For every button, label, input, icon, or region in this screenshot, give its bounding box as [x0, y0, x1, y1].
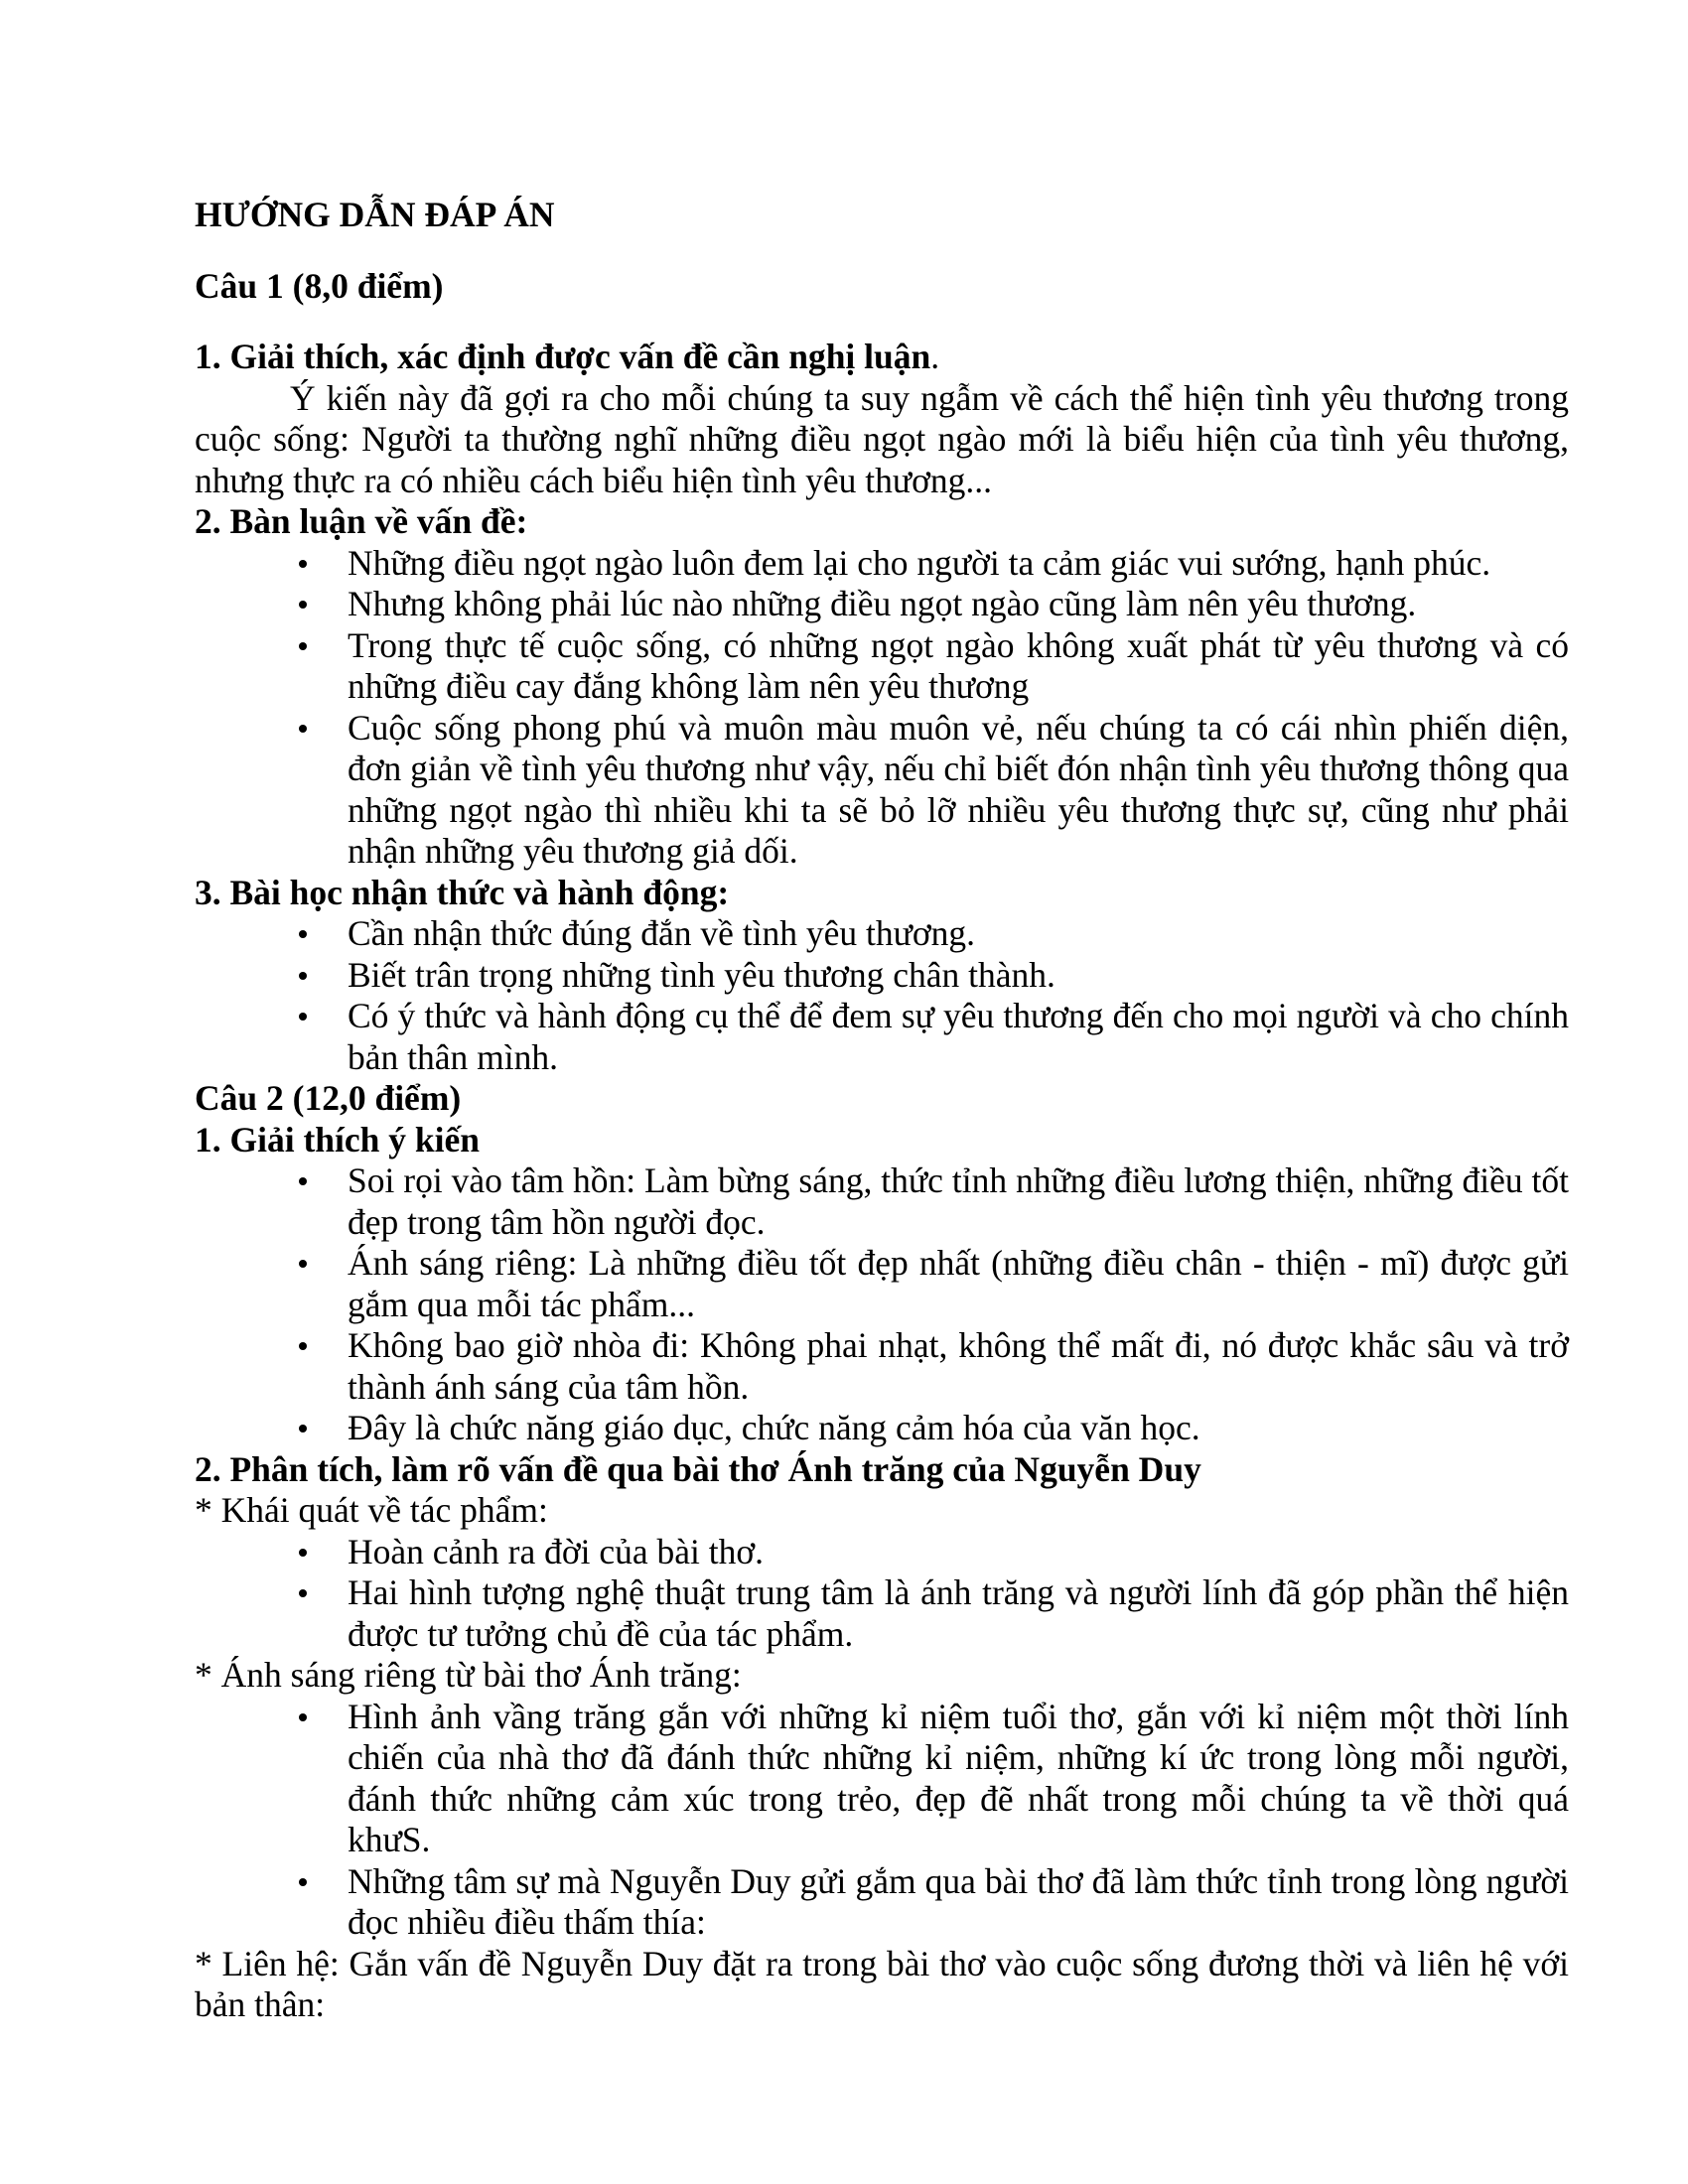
list-item-text: Hình ảnh vầng trăng gắn với những kỉ niệm tuổi thơ, gắn với kỉ niệm một thời lính chiến của nhà thơ đã đánh thức những kỉ niệm, những kí ức trong lòng mỗi người, đánh thức những cảm xúc trong trẻo, đẹp đẽ nhất trong mỗi chúng ta về thời quá khưS.	[348, 1696, 1569, 1859]
document-title: HƯỚNG DẪN ĐÁP ÁN	[195, 195, 555, 234]
q1-section-2-heading: 2. Bàn luận về vấn đề:	[195, 501, 528, 541]
list-item-text: Đây là chức năng giáo dục, chức năng cảm hóa của văn học.	[348, 1408, 1200, 1447]
list-item	[195, 1243, 1569, 1325]
bullet-icon	[299, 601, 307, 609]
q1-section-1-heading-text: 1. Giải thích, xác định được vấn đề cần nghị luận	[195, 337, 931, 376]
list-item-text: Nhưng không phải lúc nào những điều ngọt ngào cũng làm nên yêu thương.	[348, 584, 1417, 623]
bullet-icon	[299, 1589, 307, 1597]
bullet-icon	[299, 725, 307, 733]
bullet-icon	[299, 1013, 307, 1021]
list-item	[195, 625, 1569, 708]
bullet-icon	[299, 1342, 307, 1350]
list-item	[195, 1160, 1569, 1243]
list-item-text: Cuộc sống phong phú và muôn màu muôn vẻ, nếu chúng ta có cái nhìn phiến diện, đơn giản về tình yêu thương như vậy, nếu chỉ biết đón nhận tình yêu thương thông qua những ngọt ngào thì nhiều khi ta sẽ bỏ lỡ nhiều yêu thương thực sự, cũng như phải nhận những yêu thương giả dối.	[348, 707, 1569, 871]
list-item-text: Những tâm sự mà Nguyễn Duy gửi gắm qua bài thơ đã làm thức tỉnh trong lòng người đọc nhiều điều thấm thía:	[348, 1860, 1569, 1942]
q1-section-1-heading	[195, 337, 1569, 378]
bullet-icon	[299, 1878, 307, 1886]
q2-section-1-list	[195, 1160, 1569, 1449]
q1-section-1-heading-period: .	[930, 337, 940, 376]
list-item-text: Ánh sáng riêng: Là những điều tốt đẹp nhất (những điều chân - thiện - mĩ) được gửi gắm qua mỗi tác phẩm...	[348, 1243, 1569, 1324]
bullet-icon	[299, 642, 307, 650]
list-item-text: Có ý thức và hành động cụ thể để đem sự yêu thương đến cho mọi người và cho chính bản thân mình.	[348, 996, 1569, 1077]
bullet-icon	[299, 1713, 307, 1721]
question-1-heading: Câu 1 (8,0 điểm)	[195, 265, 444, 306]
list-item-text: Hoàn cảnh ra đời của bài thơ.	[348, 1531, 765, 1571]
list-item	[195, 955, 1569, 997]
q1-section-2-list	[195, 543, 1569, 873]
bullet-icon	[299, 560, 307, 568]
link-paragraph: * Liên hệ: Gắn vấn đề Nguyễn Duy đặt ra trong bài thơ vào cuộc sống đương thời và liên hệ với bản thân:	[195, 1943, 1569, 2024]
list-item-text: Những điều ngọt ngào luôn đem lại cho người ta cảm giác vui sướng, hạnh phúc.	[348, 542, 1491, 583]
light-label: * Ánh sáng riêng từ bài thơ Ánh trăng:	[195, 1655, 742, 1695]
bullet-icon	[299, 1177, 307, 1185]
list-item-text: Soi rọi vào tâm hồn: Làm bừng sáng, thức tỉnh những điều lương thiện, những điều tốt đẹp trong tâm hồn người đọc.	[348, 1160, 1569, 1242]
list-item-text: Biết trân trọng những tình yêu thương chân thành.	[348, 954, 1055, 995]
list-item-text: Hai hình tượng nghệ thuật trung tâm là ánh trăng và người lính đã góp phần thể hiện được tư tưởng chủ đề của tác phẩm.	[348, 1572, 1569, 1654]
q1-section-3-list	[195, 913, 1569, 1078]
list-item-text: Cần nhận thức đúng đắn về tình yêu thương.	[348, 913, 976, 953]
list-item	[195, 913, 1569, 955]
list-item	[195, 1861, 1569, 1944]
q2-section-1-heading: 1. Giải thích ý kiến	[195, 1119, 480, 1160]
list-item	[195, 1697, 1569, 1861]
bullet-icon	[299, 1425, 307, 1433]
bullet-icon	[299, 930, 307, 938]
list-item	[195, 708, 1569, 873]
bullet-icon	[299, 972, 307, 980]
list-item	[195, 1408, 1569, 1449]
bullet-icon	[299, 1260, 307, 1268]
question-2-heading: Câu 2 (12,0 điểm)	[195, 1078, 462, 1118]
bullet-icon	[299, 1549, 307, 1557]
list-item	[195, 1532, 1569, 1573]
overview-label: * Khái quát về tác phẩm:	[195, 1490, 548, 1530]
list-item-text: Không bao giờ nhòa đi: Không phai nhạt, không thể mất đi, nó được khắc sâu và trở thành ánh sáng của tâm hồn.	[348, 1325, 1569, 1407]
document-page	[195, 195, 1569, 2026]
list-item	[195, 1572, 1569, 1655]
q1-section-3-heading: 3. Bài học nhận thức và hành động:	[195, 872, 730, 912]
q2-section-2-heading: 2. Phân tích, làm rõ vấn đề qua bài thơ Ánh trăng của Nguyễn Duy	[195, 1448, 1201, 1489]
overview-list	[195, 1532, 1569, 1656]
list-item-text: Trong thực tế cuộc sống, có những ngọt ngào không xuất phát từ yêu thương và có những điều cay đắng không làm nên yêu thương	[348, 624, 1569, 706]
q1-section-1-paragraph: Ý kiến này đã gợi ra cho mỗi chúng ta suy ngẫm về cách thể hiện tình yêu thương trong cuộc sống: Người ta thường nghĩ những điều ngọt ngào mới là biểu hiện của tình yêu thương, nhưng thực ra có nhiều cách biểu hiện tình yêu thương...	[195, 377, 1569, 500]
list-item	[195, 1325, 1569, 1408]
list-item	[195, 584, 1569, 625]
light-list	[195, 1697, 1569, 1944]
list-item	[195, 996, 1569, 1078]
list-item	[195, 543, 1569, 585]
